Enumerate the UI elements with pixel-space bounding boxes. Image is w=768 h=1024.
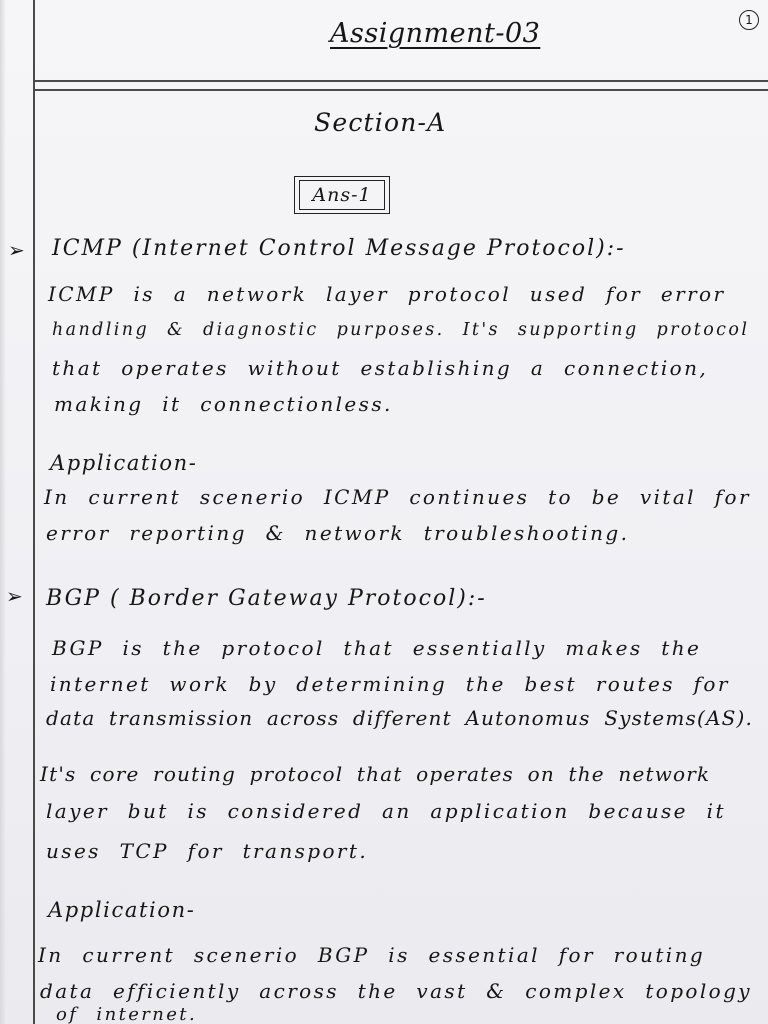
- bgp-heading: BGP ( Border Gateway Protocol):-: [46, 586, 487, 611]
- icmp-line: that operates without establishing a connection,: [52, 356, 709, 380]
- margin-line: [33, 0, 35, 1024]
- icmp-line: handling & diagnostic purposes. It's supporting protocol: [52, 320, 750, 340]
- answer-label-box: [294, 176, 390, 214]
- arrow-bullet-icon: ➢: [8, 238, 25, 262]
- page-number: 1: [739, 10, 759, 30]
- bgp-line: BGP is the protocol that essentially makes the: [52, 636, 702, 660]
- bgp-application-line: In current scenerio BGP is essential for routing: [38, 943, 706, 967]
- bgp-application-line: data efficiently across the vast & complex topology: [40, 979, 752, 1003]
- bgp-line: data transmission across different Autonomus Systems(AS).: [46, 706, 754, 730]
- section-heading: Section-A: [314, 108, 447, 137]
- arrow-bullet-icon: ➢: [6, 584, 23, 608]
- bgp-application-label: Application-: [48, 898, 196, 922]
- bgp-line: layer but is considered an application because it: [46, 799, 726, 823]
- bgp-application-line: of internet.: [56, 1004, 198, 1024]
- icmp-application-label: Application-: [50, 451, 198, 475]
- icmp-line: making it connectionless.: [54, 392, 393, 416]
- icmp-application-line: error reporting & network troubleshooting.: [46, 521, 630, 545]
- header-rule-top: [33, 80, 768, 82]
- header-rule-bottom: [33, 89, 768, 91]
- icmp-heading: ICMP (Internet Control Message Protocol):-: [52, 236, 626, 261]
- icmp-application-line: In current scenerio ICMP continues to be vital for: [44, 485, 751, 509]
- bgp-line: It's core routing protocol that operates on the network: [40, 762, 711, 786]
- icmp-line: ICMP is a network layer protocol used for error: [48, 282, 726, 306]
- answer-label: Ans-1: [299, 180, 385, 210]
- bgp-line: internet work by determining the best routes for: [50, 672, 730, 696]
- assignment-title: Assignment-03: [330, 18, 541, 49]
- bgp-line: uses TCP for transport.: [46, 839, 369, 863]
- page-edge-shadow: [0, 0, 6, 1024]
